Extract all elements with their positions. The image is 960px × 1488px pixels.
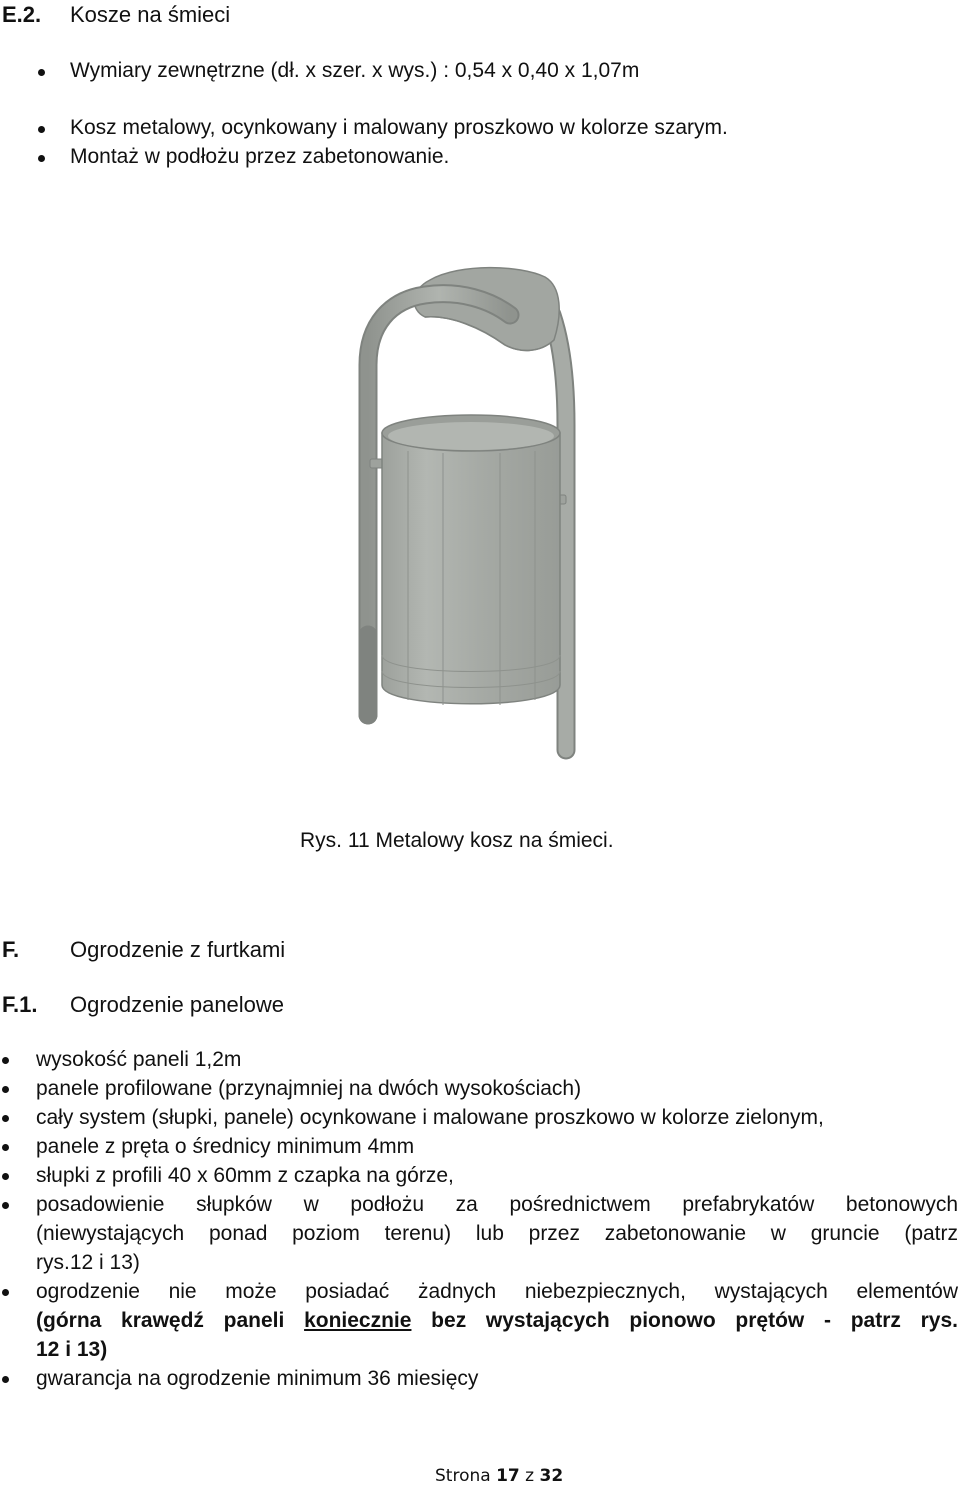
section-f-title: Ogrodzenie z furtkami xyxy=(70,937,286,962)
bullet-icon xyxy=(38,126,45,133)
f1-item-rod: panele z pręta o średnicy minimum 4mm xyxy=(36,1135,415,1158)
f1-item-safety-line: 12 i 13) xyxy=(36,1338,108,1361)
bullet-icon xyxy=(38,155,45,162)
f1-item-warranty: gwarancja na ogrodzenie minimum 36 miesięcy xyxy=(36,1367,479,1390)
f1-item-safety-bold-line xyxy=(36,1306,958,1335)
section-e2-number: E.2. xyxy=(2,2,42,27)
section-f-number: F. xyxy=(2,937,20,962)
safety-bold-text: (górna krawędź paneli xyxy=(36,1309,305,1332)
footer-page-number: 17 xyxy=(496,1466,520,1486)
section-e2-title: Kosze na śmieci xyxy=(70,2,231,27)
e2-item-dimensions: Wymiary zewnętrzne (dł. x szer. x wys.) : 0,54 x 0,40 x 1,07m xyxy=(70,59,640,82)
footer-separator: z xyxy=(525,1466,535,1486)
footer-total-pages: 32 xyxy=(539,1466,564,1486)
f1-item-foundation xyxy=(36,1190,958,1277)
bin-body xyxy=(382,433,560,704)
f1-item-foundation-line: (niewystających ponad poziom terenu) lub przez zabetonowanie w gruncie (patrz xyxy=(36,1222,958,1245)
section-f1-title: Ogrodzenie panelowe xyxy=(70,992,285,1017)
bullet-icon xyxy=(2,1173,9,1180)
f1-item-safety xyxy=(36,1277,958,1364)
section-f1-number: F.1. xyxy=(2,992,38,1017)
f1-item-posts: słupki z profili 40 x 60mm z czapka na górze, xyxy=(36,1164,454,1187)
f1-item-foundation-line: rys.12 i 13) xyxy=(36,1251,140,1274)
bullet-icon xyxy=(2,1376,9,1383)
f1-item-foundation-line: posadowienie słupków w podłożu za pośrednictwem prefabrykatów betonowych xyxy=(36,1193,958,1216)
bullet-icon xyxy=(2,1115,9,1122)
e2-item-material: Kosz metalowy, ocynkowany i malowany proszkowo w kolorze szarym. xyxy=(70,116,728,139)
footer-prefix: Strona xyxy=(435,1466,491,1486)
f1-item-height: wysokość paneli 1,2m xyxy=(36,1048,242,1071)
bullet-icon xyxy=(2,1057,9,1064)
bullet-icon xyxy=(38,69,45,76)
e2-item-mounting: Montaż w podłożu przez zabetonowanie. xyxy=(70,145,450,168)
f1-item-profiled: panele profilowane (przynajmniej na dwóch wysokościach) xyxy=(36,1077,582,1100)
bullet-icon xyxy=(2,1086,9,1093)
f1-item-system: cały system (słupki, panele) ocynkowane i malowane proszkowo w kolorze zielonym, xyxy=(36,1106,824,1129)
figure-caption: Rys. 11 Metalowy kosz na śmieci. xyxy=(300,829,614,852)
trash-bin-illustration xyxy=(340,255,600,765)
page-footer xyxy=(435,1466,563,1486)
bullet-icon xyxy=(2,1289,9,1296)
safety-underlined-text: koniecznie xyxy=(304,1309,412,1332)
bullet-icon xyxy=(2,1144,9,1151)
f1-item-safety-line: ogrodzenie nie może posiadać żadnych niebezpiecznych, wystających elementów xyxy=(36,1280,958,1303)
safety-bold-text: bez wystających pionowo prętów - patrz rys. xyxy=(411,1309,958,1332)
bullet-icon xyxy=(2,1202,9,1209)
